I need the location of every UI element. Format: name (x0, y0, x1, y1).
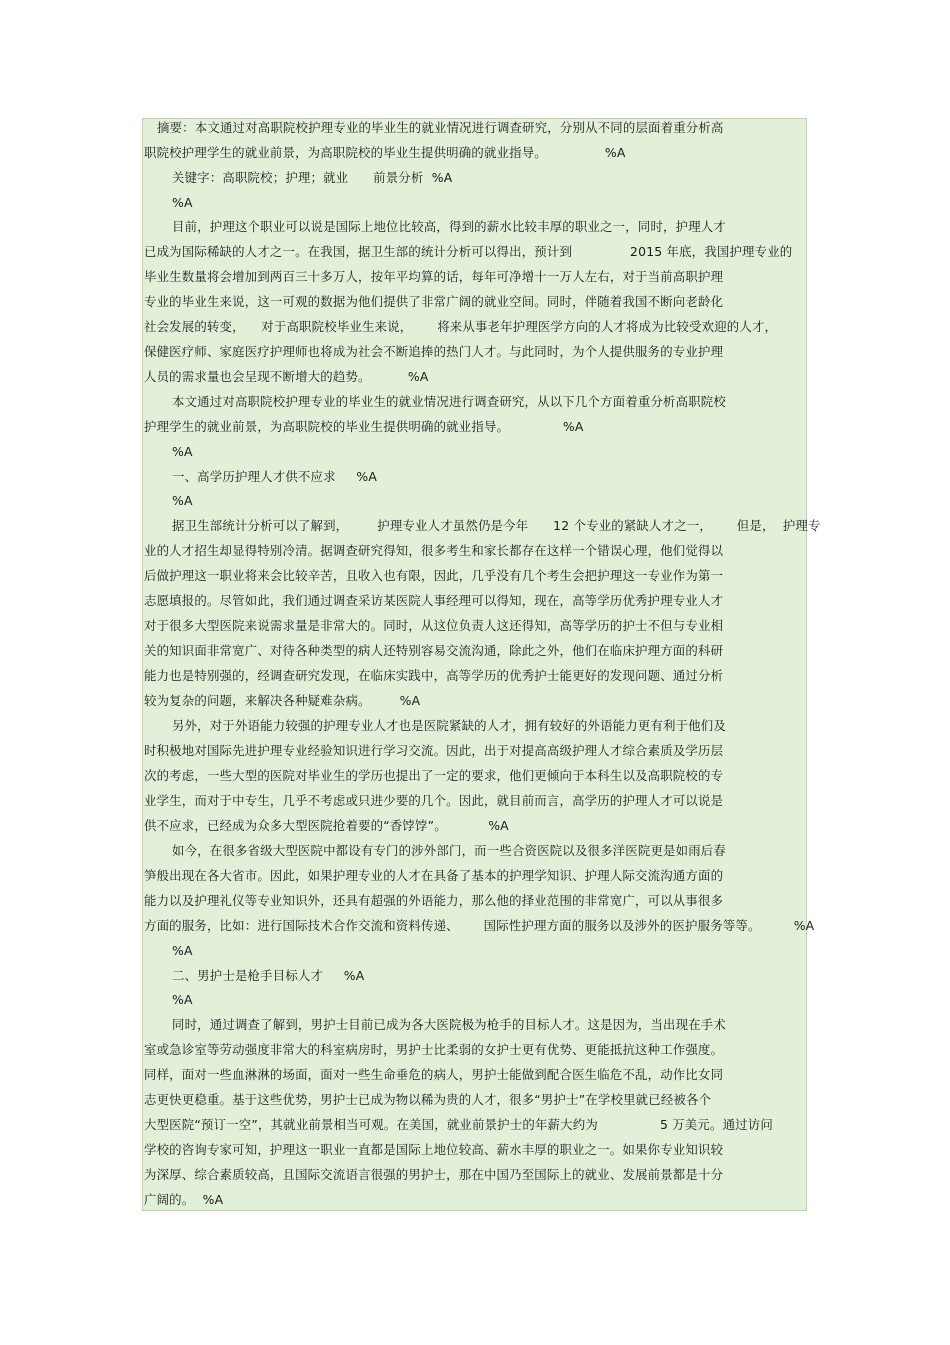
text-line: 后做护理这一职业将来会比较辛苦，且收入也有限，因此，几乎没有几个考生会把护理这一专业作为第一 (144, 568, 724, 583)
text-line: 关的知识面非常宽广、对待各种类型的病人还特别容易交流沟通，除此之外，他们在临床护理方面的科研 (144, 643, 724, 658)
text-line: 人员的需求量也会呈现不断增大的趋势。 %A (144, 369, 429, 384)
text-line: 本文通过对高职院校护理专业的毕业生的就业情况进行调查研究，从以下几个方面着重分析高职院校 (172, 394, 726, 409)
text-line: 笋般出现在各大省市。因此，如果护理专业的人才在具备了基本的护理学知识、护理人际交流沟通方面的 (144, 868, 724, 883)
text-line: 职院校护理学生的就业前景，为高职院校的毕业生提供明确的就业指导。 %A (144, 145, 626, 160)
text-line: 志愿填报的。尽管如此，我们通过调查采访某医院人事经理可以得知，现在，高等学历优秀护理专业人才 (144, 593, 724, 608)
text-line: 方面的服务，比如：进行国际技术合作交流和资料传递、 国际性护理方面的服务以及涉外的医护服务等等。 %A (144, 918, 815, 933)
text-line: 据卫生部统计分析可以了解到， 护理专业人才虽然仍是今年 12 个专业的紧缺人才之一， 但是， 护理专 (172, 518, 821, 533)
text-line: 专业的毕业生来说，这一可观的数据为他们提供了非常广阔的就业空间。同时，伴随着我国不断向老龄化 (144, 294, 724, 309)
text-line: 社会发展的转变， 对于高职院校毕业生来说， 将来从事老年护理医学方向的人才将成为比较受欢迎的人才， (144, 319, 778, 334)
text-line: 时积极地对国际先进护理专业经验知识进行学习交流。因此，出于对提高高级护理人才综合素质及学历层 (144, 743, 724, 758)
text-line: 志更快更稳重。基于这些优势，男护士已成为物以稀为贵的人才，很多“男护士”在学校里就已经被各个 (144, 1092, 712, 1107)
text-line: %A (172, 493, 193, 508)
text-line: 较为复杂的问题，来解决各种疑难杂病。 %A (144, 693, 421, 708)
text-line: 如今，在很多省级大型医院中都设有专门的涉外部门，而一些合资医院以及很多洋医院更是如雨后春 (172, 843, 726, 858)
text-line: %A (172, 444, 193, 459)
text-line: 同样，面对一些血淋淋的场面，面对一些生命垂危的病人，男护士能做到配合医生临危不乱，动作比女同 (144, 1067, 724, 1082)
text-line: 大型医院“预订一空”，其就业前景相当可观。在美国，就业前景护士的年薪大约为 5 万美元。通过访问 (144, 1117, 773, 1132)
text-line: 一、高学历护理人才供不应求 %A (172, 469, 378, 484)
text-line: 护理学生的就业前景，为高职院校的毕业生提供明确的就业指导。 %A (144, 419, 584, 434)
text-line: 保健医疗师、家庭医疗护理师也将成为社会不断追捧的热门人才。与此同时，为个人提供服务的专业护理 (144, 344, 724, 359)
text-line: 能力以及护理礼仪等专业知识外，还具有超强的外语能力，那么他的择业范围的非常宽广，可以从事很多 (144, 893, 724, 908)
text-line: 广阔的。 %A (144, 1192, 224, 1207)
text-line: 次的考虑，一些大型的医院对毕业生的学历也提出了一定的要求，他们更倾向于本科生以及高职院校的专 (144, 768, 724, 783)
text-line: 业的人才招生却显得特别冷清。据调查研究得知，很多考生和家长都存在这样一个错误心理，他们觉得以 (144, 543, 724, 558)
text-line: 能力也是特别强的，经调查研究发现，在临床实践中，高等学历的优秀护士能更好的发现问题、通过分析 (144, 668, 724, 683)
text-line: 二、男护士是枪手目标人才 %A (172, 968, 365, 983)
text-line: 学校的咨询专家可知，护理这一职业一直都是国际上地位较高、薪水丰厚的职业之一。如果你专业知识较 (144, 1142, 724, 1157)
text-line: 业学生，而对于中专生，几乎不考虑或只进少要的几个。因此，就目前而言，高学历的护理人才可以说是 (144, 793, 724, 808)
text-line: 供不应求，已经成为众多大型医院抢着要的“香饽饽”。 %A (144, 818, 509, 833)
text-line: 已成为国际稀缺的人才之一。在我国，据卫生部的统计分析可以得出，预计到 2015 年底，我国护理专业的 (144, 244, 793, 259)
text-line: 室或急诊室等劳动强度非常大的科室病房时，男护士比柔弱的女护士更有优势、更能抵抗这种工作强度。 (144, 1042, 724, 1057)
text-line: 关键字：高职院校；护理；就业 前景分析 %A (172, 170, 453, 185)
text-line: 对于很多大型医院来说需求量是非常大的。同时，从这位负责人这还得知，高等学历的护士不但与专业相 (144, 618, 724, 633)
text-line: 目前，护理这个职业可以说是国际上地位比较高，得到的薪水比较丰厚的职业之一，同时，护理人才 (172, 219, 726, 234)
text-line: %A (172, 943, 193, 958)
text-line: 为深厚、综合素质较高，且国际交流语言很强的男护士，那在中国乃至国际上的就业、发展前景都是十分 (144, 1167, 724, 1182)
text-line: 另外，对于外语能力较强的护理专业人才也是医院紧缺的人才，拥有较好的外语能力更有利于他们及 (172, 718, 726, 733)
text-line: 摘要：本文通过对高职院校护理专业的毕业生的就业情况进行调查研究，分别从不同的层面着重分析高 (157, 120, 724, 135)
text-line: %A (172, 195, 193, 210)
text-line: %A (172, 992, 193, 1007)
text-line: 同时，通过调查了解到，男护士目前已成为各大医院极为枪手的目标人才。这是因为，当出现在手术 (172, 1017, 726, 1032)
text-line: 毕业生数量将会增加到两百三十多万人，按年平均算的话，每年可净增十一万人左右，对于当前高职护理 (144, 269, 724, 284)
